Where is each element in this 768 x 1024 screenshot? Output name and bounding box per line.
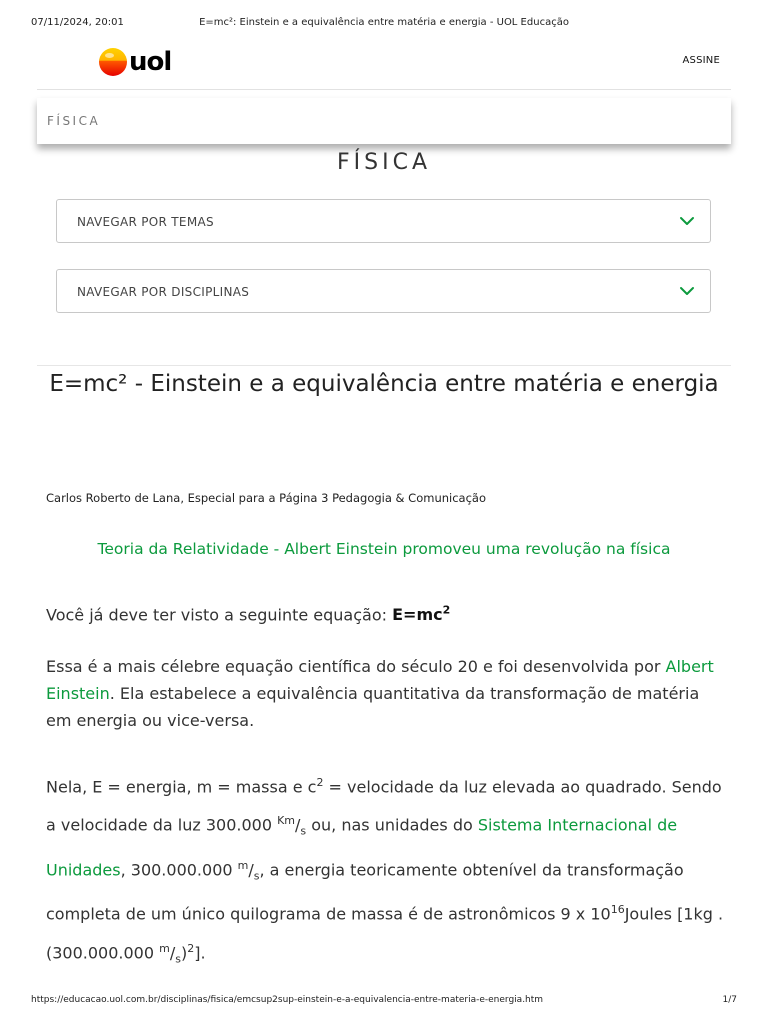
browse-disciplines-dropdown[interactable] xyxy=(56,269,711,313)
article-paragraph-1: Você já deve ter visto a seguinte equação: $E=mc^2$ xyxy=(46,604,451,625)
section-title: FÍSICA xyxy=(336,150,431,175)
print-date: 07/11/2024, 20:01 xyxy=(31,17,124,28)
logo-text: uol xyxy=(129,47,172,77)
print-header xyxy=(31,17,737,31)
article-paragraph-2: Essa é a mais célebre equação científica do século 20 e foi desenvolvida por Albert Einstein. Ela estabelece a equivalência quantitativa da transformação de matéria em energia ou vice-versa. xyxy=(46,657,714,730)
print-page-number: 1/7 xyxy=(722,995,737,1005)
article-paragraph-3: Nela, E = energia, m = massa e $c^2$ = velocidade da luz elevada ao quadrado. Sendo a velocidade da luz 300.000 $^{Km}/_s$ ou, nas unidades do Sistema Internacional de Unidades, 300.000.000 $^m/_s$, a energia teoricamente obtenível da transformação completa de um único quilograma de massa é de astronômicos 9 x $10^{16}Joules$ [1kg . (300.000.000 $^m/_s)^2$]. xyxy=(46,776,724,966)
header-divider xyxy=(37,89,731,90)
sticky-bar-label: FÍSICA xyxy=(47,114,101,128)
article-title: E=mc² - Einstein e a equivalência entre matéria e energia xyxy=(49,371,719,397)
content-divider xyxy=(37,365,731,366)
dropdown-label: NAVEGAR POR TEMAS xyxy=(77,215,214,229)
albert-einstein-link[interactable]: Albert Einstein xyxy=(46,657,714,703)
equation: $E=mc^2$ xyxy=(392,604,451,625)
section-sticky-bar[interactable] xyxy=(37,98,731,144)
article-byline: Carlos Roberto de Lana, Especial para a Página 3 Pedagogia & Comunicação xyxy=(46,491,486,505)
chevron-down-icon xyxy=(678,212,696,230)
si-units-link[interactable]: Sistema Internacional de Unidades xyxy=(46,815,678,880)
print-url: https://educacao.uol.com.br/disciplinas/fisica/emcsup2sup-einstein-e-a-equivalencia-entre-materia-e-energia.htm xyxy=(31,995,544,1005)
dropdown-label: NAVEGAR POR DISCIPLINAS xyxy=(77,285,250,299)
subscribe-link[interactable]: ASSINE xyxy=(682,55,720,66)
chevron-down-icon xyxy=(678,282,696,300)
image-caption: Teoria da Relatividade - Albert Einstein promoveu uma revolução na física xyxy=(97,540,671,558)
browse-themes-dropdown[interactable] xyxy=(56,199,711,243)
uol-ball-icon xyxy=(99,48,127,76)
uol-logo[interactable] xyxy=(99,47,171,77)
print-document-title: E=mc²: Einstein e a equivalência entre matéria e energia - UOL Educação xyxy=(199,17,569,28)
